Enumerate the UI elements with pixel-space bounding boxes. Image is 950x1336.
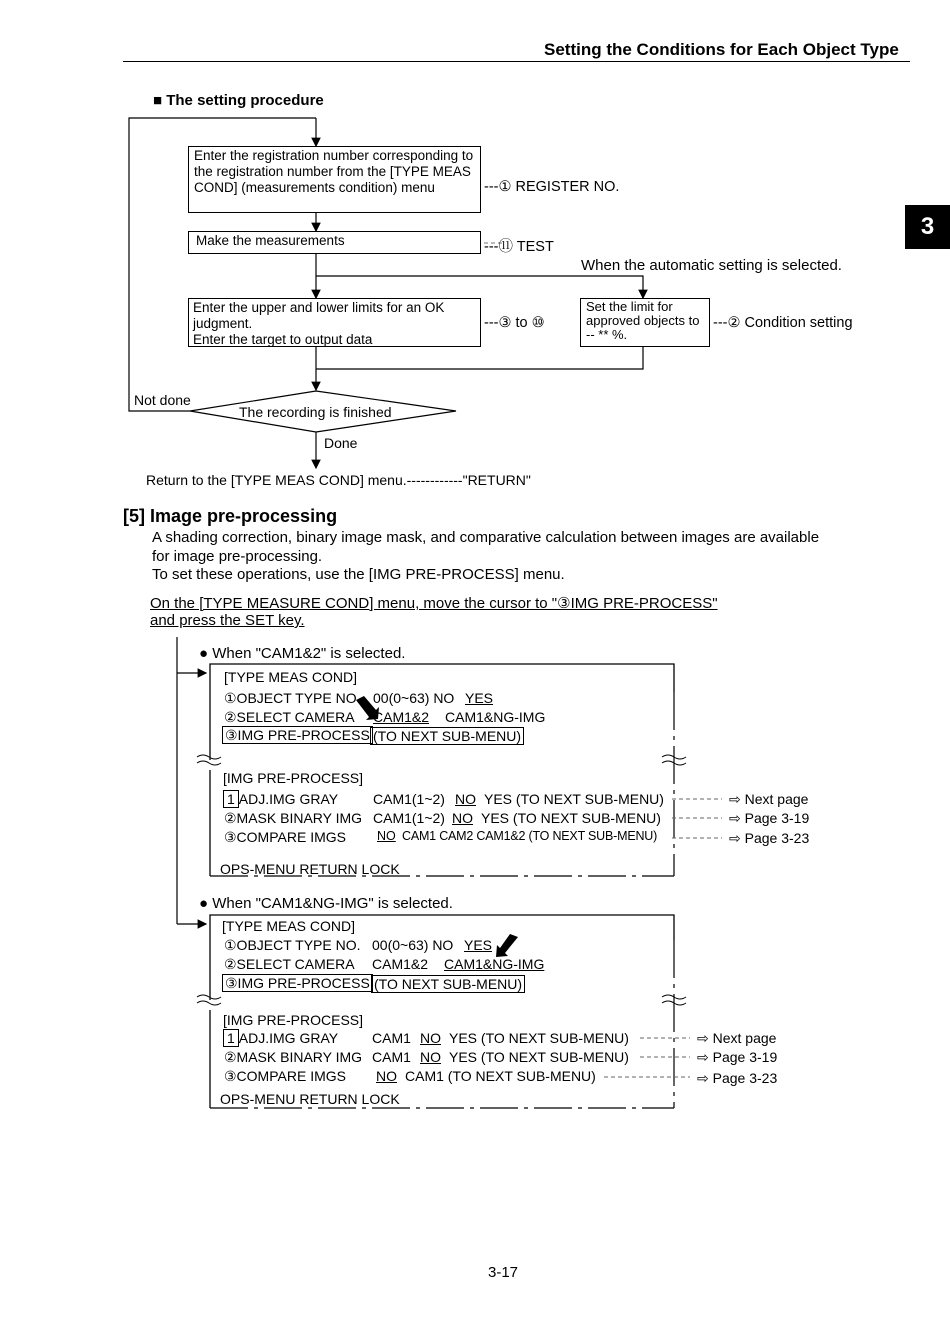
section-para-2: for image pre-processing. (152, 548, 323, 565)
adj-gray-camera: CAM1(1~2) (373, 791, 445, 807)
camera-option-alt[interactable]: CAM1&NG-IMG (445, 709, 546, 725)
mask-binary-rest: YES (TO NEXT SUB-MENU) (481, 810, 661, 826)
screen2-row-compare (224, 1068, 596, 1085)
screen1-title: [TYPE MEAS COND] (224, 669, 358, 685)
step-measure-ref: ---⑪ TEST (484, 239, 554, 255)
mask-binary-camera: CAM1 (372, 1049, 411, 1065)
ref-label: Page 3-23 (712, 1070, 778, 1086)
screen1-row-select-camera (224, 709, 546, 726)
img-preprocess-submenu[interactable]: (TO NEXT SUB-MENU) (371, 975, 525, 993)
arrow-right-icon: ⇨ (729, 810, 741, 826)
step-register-box: Enter the registration number corresponding to the registration number from the [TYPE MEAS COND] (measurements condition) menu (188, 146, 481, 213)
ref-label: Page 3-19 (712, 1049, 778, 1065)
compare-rest: CAM1 CAM2 CAM1&2 (TO NEXT SUB-MENU) (402, 829, 658, 843)
cursor-arrow-icon (496, 934, 518, 957)
page-header-title: Setting the Conditions for Each Object Type (544, 40, 899, 59)
object-type-yes[interactable]: YES (465, 690, 494, 706)
compare-label: ③COMPARE IMGS (224, 1068, 346, 1084)
compare-label: ③COMPARE IMGS (224, 829, 346, 845)
mask-binary-rest: YES (TO NEXT SUB-MENU) (449, 1049, 629, 1065)
step-limits-box: Enter the upper and lower limits for an OK judgment. Enter the target to output data (188, 298, 481, 347)
procedure-heading: ■ The setting procedure (153, 92, 324, 109)
page-number: 3-17 (488, 1264, 519, 1281)
arrow-right-icon: ⇨ (697, 1049, 709, 1065)
row-number-box: 1 (223, 790, 239, 808)
object-type-value: 00(0~63) NO (372, 937, 454, 953)
screen1-ref-323 (729, 830, 809, 847)
select-camera-label: ②SELECT CAMERA (224, 956, 355, 972)
row-number-box: 1 (223, 1029, 239, 1047)
screen2-row-object-type (224, 937, 493, 954)
camera-option-selected[interactable]: CAM1&2 (373, 709, 430, 725)
screen2-sub-title: [IMG PRE-PROCESS] (223, 1012, 364, 1028)
arrow-right-icon: ⇨ (729, 791, 741, 807)
screen1-row-img-preprocess (222, 727, 522, 744)
screen1-footer: OPS-MENU RETURN LOCK (220, 861, 400, 877)
arrow-right-icon: ⇨ (729, 830, 741, 846)
screen1-ref-319 (729, 810, 809, 827)
mask-binary-no[interactable]: NO (452, 810, 473, 826)
section-title: [5] Image pre-processing (123, 506, 338, 526)
camera-option-selected[interactable]: CAM1&NG-IMG (444, 956, 545, 972)
screen2-footer: OPS-MENU RETURN LOCK (220, 1091, 400, 1107)
step-measure-box: Make the measurements (188, 231, 481, 254)
mask-binary-camera: CAM1(1~2) (373, 810, 445, 826)
object-type-label: ①OBJECT TYPE NO. (224, 690, 361, 706)
ref-label: Page 3-19 (744, 810, 810, 826)
adj-gray-label: ADJ.IMG GRAY (238, 791, 339, 807)
mask-binary-no[interactable]: NO (420, 1049, 441, 1065)
done-label: Done (324, 435, 358, 451)
chapter-tab: 3 (905, 205, 950, 249)
instruction-line-2: and press the SET key. (150, 612, 305, 629)
img-preprocess-cursor[interactable]: ③IMG PRE-PROCESS (222, 726, 373, 744)
screen1-row-adj-gray (223, 791, 664, 807)
screen2-title: [TYPE MEAS COND] (222, 918, 356, 934)
adj-gray-label: ADJ.IMG GRAY (238, 1030, 339, 1046)
compare-no[interactable]: NO (377, 829, 396, 843)
select-camera-label: ②SELECT CAMERA (224, 709, 355, 725)
step-limits-ref: ---③ to ⑩ (484, 315, 545, 331)
adj-gray-no[interactable]: NO (420, 1030, 441, 1046)
screen1-row-compare (224, 829, 658, 846)
adj-gray-rest: YES (TO NEXT SUB-MENU) (449, 1030, 629, 1046)
object-type-value: 00(0~63) NO (373, 690, 455, 706)
screen2-bullet: ● When "CAM1&NG-IMG" is selected. (199, 895, 453, 912)
screen2-row-mask-binary (224, 1049, 629, 1066)
step-auto-limit-ref: ---② Condition setting (713, 315, 853, 331)
adj-gray-rest: YES (TO NEXT SUB-MENU) (484, 791, 664, 807)
not-done-label: Not done (134, 392, 191, 408)
screen1-row-mask-binary (224, 810, 661, 827)
screen2-row-select-camera (224, 956, 545, 973)
screen2-ref-319 (697, 1049, 777, 1066)
camera-option-alt[interactable]: CAM1&2 (372, 956, 429, 972)
object-type-yes[interactable]: YES (464, 937, 493, 953)
ref-label: Page 3-23 (744, 830, 810, 846)
screen1-sub-title: [IMG PRE-PROCESS] (223, 770, 364, 786)
screen2-row-adj-gray (223, 1030, 629, 1046)
img-preprocess-cursor[interactable]: ③IMG PRE-PROCESS (222, 974, 373, 992)
img-preprocess-submenu[interactable]: (TO NEXT SUB-MENU) (370, 727, 524, 745)
mask-binary-label: ②MASK BINARY IMG (224, 1049, 363, 1065)
screen1-row-object-type (224, 690, 494, 707)
ref-label: Next page (712, 1030, 777, 1046)
step-register-ref: ---① REGISTER NO. (484, 179, 620, 195)
step-auto-limit-box: Set the limit for approved objects to -- ** %. (580, 298, 710, 347)
object-type-label: ①OBJECT TYPE NO. (224, 937, 361, 953)
mask-binary-label: ②MASK BINARY IMG (224, 810, 363, 826)
screen2-row-img-preprocess (222, 975, 523, 992)
adj-gray-no[interactable]: NO (455, 791, 476, 807)
instruction-line-1: On the [TYPE MEASURE COND] menu, move the cursor to "③IMG PRE-PROCESS" (150, 595, 718, 612)
adj-gray-camera: CAM1 (372, 1030, 411, 1046)
arrow-right-icon: ⇨ (697, 1070, 709, 1086)
screen1-ref-next (729, 791, 808, 808)
auto-setting-note: When the automatic setting is selected. (581, 257, 842, 274)
section-para-3: To set these operations, use the [IMG PRE-PROCESS] menu. (152, 566, 565, 583)
section-para-1: A shading correction, binary image mask, and comparative calculation between images are available (152, 529, 820, 546)
screen2-ref-next (697, 1030, 776, 1047)
arrow-right-icon: ⇨ (697, 1030, 709, 1046)
compare-no[interactable]: NO (376, 1068, 397, 1084)
compare-rest: CAM1 (TO NEXT SUB-MENU) (405, 1068, 596, 1084)
screen2-ref-323 (697, 1070, 777, 1087)
decision-label: The recording is finished (239, 404, 392, 420)
ref-label: Next page (744, 791, 809, 807)
return-instruction: Return to the [TYPE MEAS COND] menu.------------"RETURN" (146, 472, 531, 488)
screen1-bullet: ● When "CAM1&2" is selected. (199, 645, 406, 662)
